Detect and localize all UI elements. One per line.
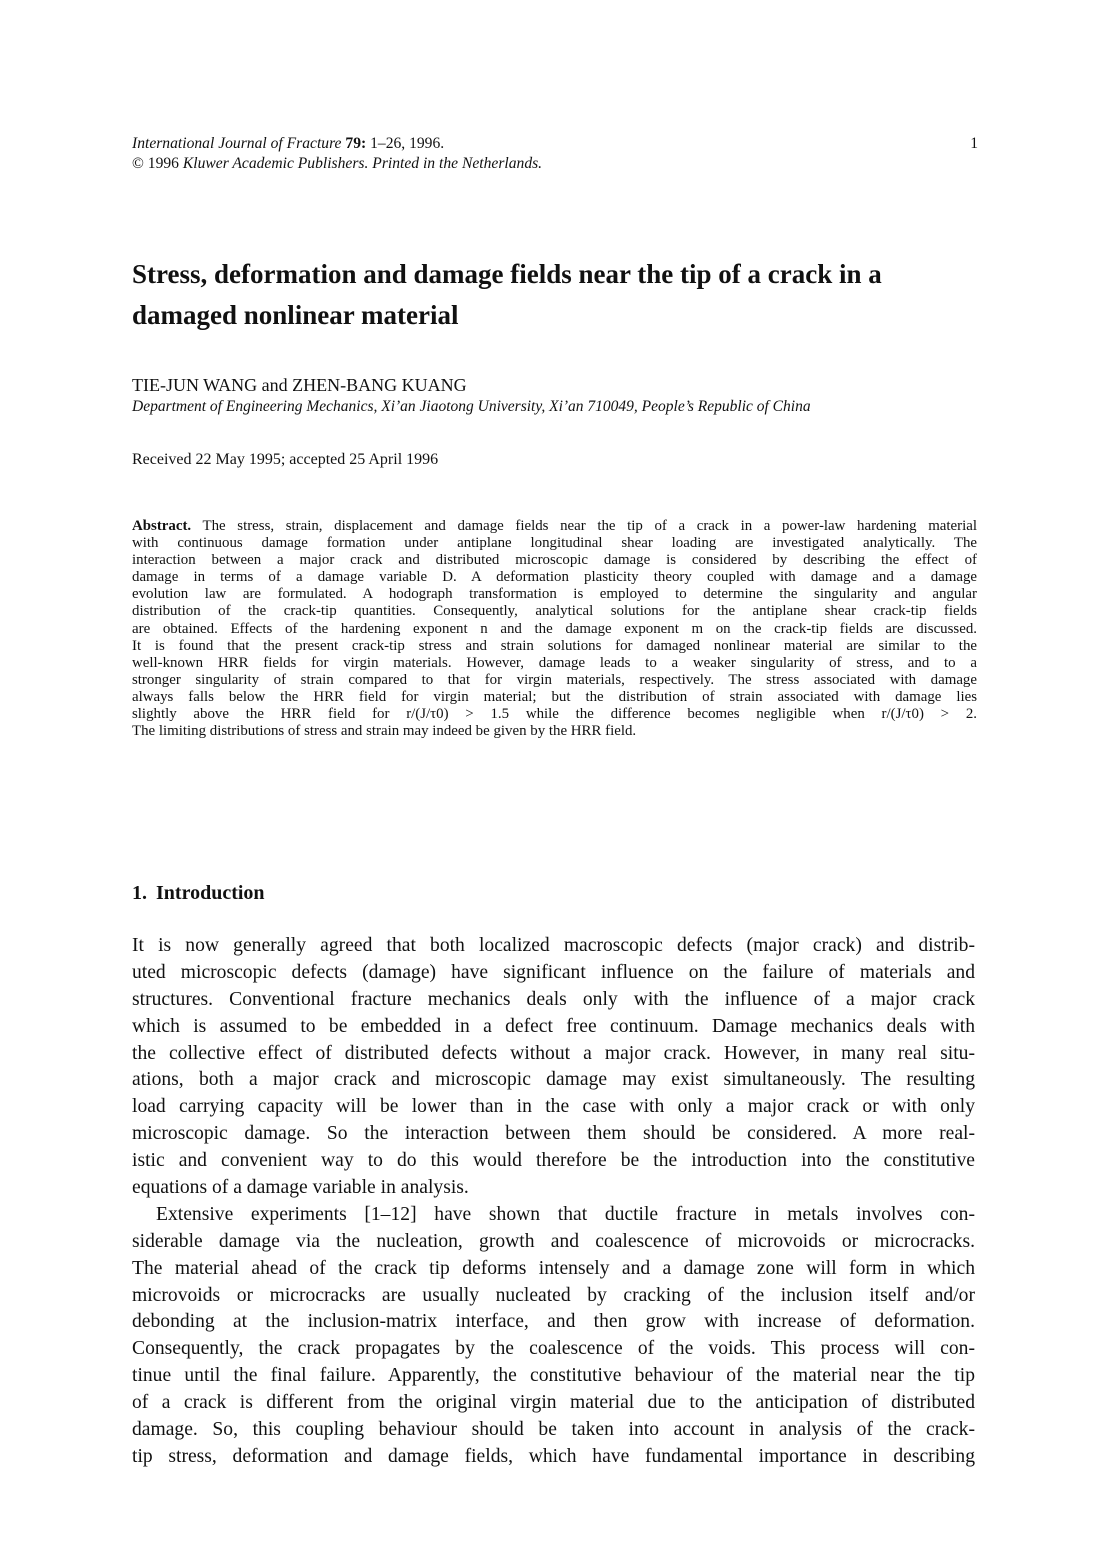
citation-line [132, 134, 978, 154]
body-line: of a crack is different from the original virgin material due to the anticipation of distributed [132, 1392, 975, 1414]
body-line: damage. So, this coupling behaviour should be taken into account in analysis of the crack- [132, 1419, 975, 1441]
abstract-line: interaction between a major crack and distributed microscopic damage is considered by describing the effect of [132, 552, 977, 569]
body-line: Extensive experiments [1–12] have shown that ductile fracture in metals involves con- [156, 1203, 975, 1225]
author-list: TIE-JUN WANG and ZHEN-BANG KUANG [132, 375, 467, 395]
body-line: uted microscopic defects (damage) have significant influence on the failure of materials and [132, 961, 975, 983]
printed-note: Printed in the Netherlands. [372, 155, 543, 172]
abstract-line: evolution law are formulated. A hodograph transformation is employed to determine the singularity and angular [132, 586, 977, 603]
journal-volume: 79: [345, 135, 367, 152]
copyright-symbol: © [132, 155, 144, 172]
body-line: Consequently, the crack propagates by the coalescence of the voids. This process will con- [132, 1338, 975, 1360]
section-heading [132, 880, 265, 906]
body-line: tinue until the final failure. Apparently, the constitutive behaviour of the material near the tip [132, 1365, 975, 1387]
abstract-text: The stress, strain, displacement and damage fields near the tip of a crack in a power-law hardening material [202, 518, 977, 534]
body-line: debonding at the inclusion-matrix interface, and then grow with increase of deformation. [132, 1311, 975, 1333]
abstract-line: with continuous damage formation under antiplane longitudinal shear loading are investigated analytically. The [132, 535, 977, 552]
section-title: Introduction [156, 882, 265, 904]
body-line: istic and convenient way to do this would therefore be the introduction into the constitutive [132, 1150, 975, 1172]
article-title [132, 254, 972, 336]
copyright-line [132, 154, 978, 174]
body-line: siderable damage via the nucleation, growth and coalescence of microvoids or microcracks. [132, 1230, 975, 1252]
abstract-line: well-known HRR fields for virgin materials. However, damage leads to a weaker singularity of stress, and to a [132, 654, 977, 671]
abstract-line: The limiting distributions of stress and strain may indeed be given by the HRR field. [132, 723, 637, 740]
abstract-line: are obtained. Effects of the hardening exponent n and the damage exponent m on the crack-tip fields are discussed. [132, 620, 977, 637]
journal-header [132, 134, 978, 174]
body-line: It is now generally agreed that both localized macroscopic defects (major crack) and distrib- [132, 935, 975, 956]
abstract-line: stronger singularity of strain compared to that for virgin materials, respectively. The stress associated with damage [132, 671, 977, 688]
body-line: ations, both a major crack and microscopic damage may exist simultaneously. The resulting [132, 1069, 975, 1091]
body-line: structures. Conventional fracture mechanics deals only with the influence of a major crack [132, 988, 975, 1010]
paragraph [132, 933, 975, 1202]
affiliation: Department of Engineering Mechanics, Xi’an Jiaotong University, Xi’an 710049, People’s Republic of China [132, 398, 811, 415]
body-text [132, 933, 975, 1471]
title-line: damaged nonlinear material [132, 300, 459, 330]
paragraph [132, 1202, 975, 1471]
abstract-label: Abstract. [132, 518, 192, 534]
body-line: microscopic damage. So the interaction between them should be considered. A more real- [132, 1123, 975, 1145]
body-line: The material ahead of the crack tip deforms intensely and a damage zone will form in which [132, 1257, 975, 1279]
abstract-line: It is found that the present crack-tip stress and strain solutions for damaged nonlinear material are similar to the [132, 637, 977, 654]
abstract-line: damage in terms of a damage variable D. A deformation plasticity theory coupled with damage and a damage [132, 569, 977, 586]
abstract [132, 518, 977, 740]
page-number: 1 [970, 135, 978, 152]
title-line: Stress, deformation and damage fields near the tip of a crack in a [132, 259, 882, 289]
section-number: 1. [132, 882, 147, 904]
body-line: microvoids or microcracks are usually nucleated by cracking of the inclusion itself and/or [132, 1284, 975, 1306]
body-line: load carrying capacity will be lower than in the case with only a major crack or with only [132, 1096, 975, 1118]
body-line: which is assumed to be embedded in a defect free continuum. Damage mechanics deals with [132, 1015, 975, 1037]
abstract-line: slightly above the HRR field for r/(J/τ0) > 1.5 while the difference becomes negligible when r/(J/τ0) > 2. [132, 706, 977, 723]
publisher-name: Kluwer Academic Publishers. [182, 155, 369, 172]
journal-name: International Journal of Fracture [132, 135, 342, 152]
abstract-line: always falls below the HRR field for virgin material; but the distribution of strain associated with damage lies [132, 688, 977, 705]
body-line: tip stress, deformation and damage fields, which have fundamental importance in describing [132, 1445, 975, 1467]
abstract-line [132, 518, 977, 535]
journal-pages-year: 1–26, 1996. [370, 135, 445, 152]
copyright-year: 1996 [147, 155, 179, 172]
abstract-line: distribution of the crack-tip quantities. Consequently, analytical solutions for the antiplane shear crack-tip fields [132, 603, 977, 620]
body-line: the collective effect of distributed defects without a major crack. However, in many real situ- [132, 1042, 975, 1064]
body-line: equations of a damage variable in analysis. [132, 1177, 469, 1199]
received-dates: Received 22 May 1995; accepted 25 April 1996 [132, 451, 439, 468]
